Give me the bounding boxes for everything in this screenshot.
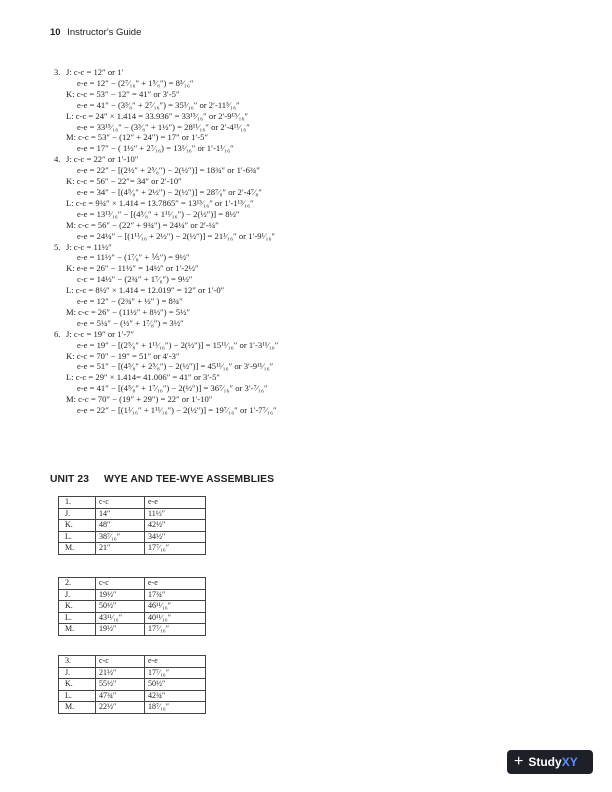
solution-line: e-e = 22″ − [(2½″ + 2⁵⁄₈″) − 2(½″)] = 18¾″ or 1′-6¾″ (77, 165, 260, 176)
table-cell: 34½″ (145, 531, 206, 543)
running-title: Instructor's Guide (67, 27, 142, 38)
unit-heading (50, 474, 274, 485)
problem-block (48, 67, 548, 154)
table-cell: K. (59, 520, 96, 532)
solution-line: e-e = 24¼″ − [(1¹¹⁄₁₆ + 2½″) − 2(½″)] = 21¹⁄₁₆″ or 1′-9¹⁄₁₆″ (77, 230, 276, 241)
table-cell: 42¾″ (145, 690, 206, 702)
table-cell: 42½″ (145, 520, 206, 532)
table-row (59, 624, 206, 636)
table-cell: 17¾″ (145, 589, 206, 601)
problem-block (48, 329, 548, 416)
solutions-list (48, 67, 548, 416)
table-cell: L. (59, 690, 96, 702)
table-cell: 46¹¹⁄₁₆″ (145, 601, 206, 613)
table-cell: 47¾″ (96, 690, 145, 702)
table-cell: 2. (59, 578, 96, 590)
table-row (59, 690, 206, 702)
table-cell: 55½″ (96, 679, 145, 691)
table-row (59, 508, 206, 520)
table-cell: e-e (145, 578, 206, 590)
table-cell: K. (59, 679, 96, 691)
table-cell: c-c (96, 497, 145, 509)
table-cell: 17⁷⁄₁₆″ (145, 667, 206, 679)
table-cell: 38⁷⁄₁₆″ (96, 531, 145, 543)
table-cell: J. (59, 589, 96, 601)
table-cell: M. (59, 543, 96, 555)
table-cell: e-e (145, 656, 206, 668)
solution-line: e-e = 51″ − [(4⁵⁄₈″ + 2⁵⁄₈″) − 2(½″)] = 45¹¹⁄₁₆″ or 3′-9¹¹⁄₁₆″ (77, 361, 274, 372)
table-cell: M. (59, 624, 96, 636)
solution-line: M: c-c = 56″ − (22″ + 9¾″) = 24¼″ or 2′-¼″ (66, 219, 219, 230)
solution-line: K: e-e = 26″ − 11½″ = 14½″ or 1′-2½″ (66, 263, 199, 274)
table-cell: 50½″ (96, 601, 145, 613)
solution-line: L: c-c = 9¾″ × 1.414 = 13.7865″ = 13¹³⁄₁₆″ or 1′-1¹³⁄₁₆″ (66, 197, 254, 208)
table-cell: 48″ (96, 520, 145, 532)
table-row (59, 543, 206, 555)
table-row (59, 578, 206, 590)
solution-line: e-e = 17″ − ( 1½″ + 2⁷⁄₁₆) = 13¹⁄₁₆″ or 1′-1¹⁄₁₆″ (77, 143, 234, 154)
solution-line: e-e = 19″ − [(2⁵⁄₈″ + 1¹¹⁄₁₆″) − 2(½″)] = 15¹¹⁄₁₆″ or 1′-3¹¹⁄₁₆″ (77, 339, 279, 350)
table-cell: 19½″ (96, 589, 145, 601)
solution-line: L: c-c = 24″ × 1.414 = 33.936″ = 33¹⁵⁄₁₆″ or 2′-9¹⁵⁄₁₆″ (66, 110, 249, 121)
table-row (59, 531, 206, 543)
studyxy-logo (507, 750, 593, 774)
solution-line: e-e = 13¹³⁄₁₆″ − [(4⁵⁄₈″ + 1¹¹⁄₁₆″) − 2(½″)] = 8½″ (77, 208, 240, 219)
table-cell: 22½″ (96, 702, 145, 714)
table-row (59, 520, 206, 532)
problem-number: 5. (54, 241, 61, 252)
table-cell: 50½″ (145, 679, 206, 691)
page-number: 10 (50, 27, 61, 38)
table-cell: 3. (59, 656, 96, 668)
table-row (59, 601, 206, 613)
solution-line: J: c-c = 19″ or 1′-7″ (66, 328, 135, 339)
table-cell: 21½″ (96, 667, 145, 679)
table-row (59, 679, 206, 691)
table-cell: c-c (96, 656, 145, 668)
page-header (50, 27, 141, 38)
solution-line: M: c-c = 53″ − (12″ + 24″) = 17″ or 1′-5″ (66, 132, 209, 143)
table-cell: 17⁷⁄₁₆″ (145, 624, 206, 636)
solution-line: e-e = 41″ − [(4⁵⁄₈″ + 1⁷⁄₁₆″) − 2(½″)] = 36⁷⁄₁₆″ or 3′-⁷⁄₁₆″ (77, 383, 268, 394)
solution-line: e-e = 22″ − [(1¹⁄₁₆″ + 1¹¹⁄₁₆″) − 2(½″)] = 19⁷⁄₁₆″ or 1′-7⁷⁄₁₆″ (77, 405, 277, 416)
table-row (59, 656, 206, 668)
table-cell: 40¹¹⁄₁₆″ (145, 612, 206, 624)
answer-table-1 (58, 496, 206, 555)
table-cell: K. (59, 601, 96, 613)
table-row (59, 612, 206, 624)
solution-line: M: c-c = 70″ − (19″ + 29″) = 22″ or 1′-10″ (66, 394, 213, 405)
unit-title: WYE AND TEE-WYE ASSEMBLIES (104, 474, 275, 485)
solution-line: K: c-c = 53″ − 12″ = 41″ or 3′-5″ (66, 88, 180, 99)
table-cell: 14″ (96, 508, 145, 520)
logo-text-accent: XY (561, 755, 578, 769)
solution-line: e-e = 33¹⁵⁄₁₆″ − (3³⁄₈″ + 1½″) = 28¹¹⁄₁₆″ or 2′-4¹¹⁄₁₆″ (77, 121, 250, 132)
table-cell: J. (59, 667, 96, 679)
table-row (59, 497, 206, 509)
solution-line: e-e = 11½″ − (1⁷⁄₈″ + ⅕″) = 9½″ (77, 252, 190, 263)
problem-number: 3. (54, 67, 61, 77)
table-cell: J. (59, 508, 96, 520)
table-cell: 1. (59, 497, 96, 509)
table-row (59, 667, 206, 679)
solution-line: e-e = 5¼″ − (½″ + 1⁷⁄₈″) = 3½″ (77, 317, 184, 328)
table-cell: 18⁷⁄₁₆″ (145, 702, 206, 714)
table-cell: L. (59, 612, 96, 624)
solution-line: L: c-c = 29″ × 1.414= 41.006″ = 41″ or 3′-5″ (66, 372, 220, 383)
solution-line: e-e = 34″ − [(4⁵⁄₈″ + 2½″) − 2(½″)] = 28⁷⁄₈″ or 2′-4⁷⁄₈″ (77, 186, 262, 197)
solution-line: J: c-c = 22″ or 1′-10″ (66, 154, 139, 165)
solution-line: c-c = 14½″ − (2¾″ + 1⁷⁄₈″) = 9½″ (77, 274, 193, 285)
table-cell: c-c (96, 578, 145, 590)
table-row (59, 702, 206, 714)
problem-number: 4. (54, 154, 61, 165)
plus-icon: + (514, 753, 524, 770)
logo-text: Study (528, 755, 562, 769)
solution-line: e-e = 12″ − (2¾″ + ½″ ) = 8¾″ (77, 296, 183, 307)
solution-line: L: c-c = 8½″ × 1.414 = 12.019″ = 12″ or 1′-0″ (66, 285, 225, 296)
solution-line: M: c-c = 26″ − (11½″ + 8½″) = 5½″ (66, 306, 191, 317)
problem-block (48, 154, 548, 241)
table-cell: M. (59, 702, 96, 714)
table-cell: 43¹¹⁄₁₆″ (96, 612, 145, 624)
solution-line: K: c-c = 56″ − 22″= 34″ or 2′-10″ (66, 176, 182, 187)
solution-line: e-e = 41″ − (3³⁄₈″ + 2⁷⁄₁₆″) = 35³⁄₁₆″ or 2′-11³⁄₁₆″ (77, 99, 240, 110)
answer-table-3 (58, 655, 206, 714)
table-cell: 21″ (96, 543, 145, 555)
answer-table-2 (58, 577, 206, 636)
table-cell: 17⁷⁄₁₆″ (145, 543, 206, 555)
table-cell: L. (59, 531, 96, 543)
solution-line: K: c-c = 70″ − 19″ = 51″ or 4′-3″ (66, 350, 180, 361)
table-cell: 11½″ (145, 508, 206, 520)
solution-line: e-e = 12″ − (2⁷⁄₁₆″ + 1⁵⁄₈″) = 8³⁄₁₆″ (77, 77, 194, 88)
table-cell: e-e (145, 497, 206, 509)
table-row (59, 589, 206, 601)
table-cell: 19½″ (96, 624, 145, 636)
unit-number: UNIT 23 (50, 474, 90, 485)
problem-block (48, 242, 548, 329)
solution-line: J: c-c = 12″ or 1′ (66, 67, 124, 77)
problem-number: 6. (54, 328, 61, 339)
solution-line: J: c-c = 11½″ (66, 241, 112, 252)
